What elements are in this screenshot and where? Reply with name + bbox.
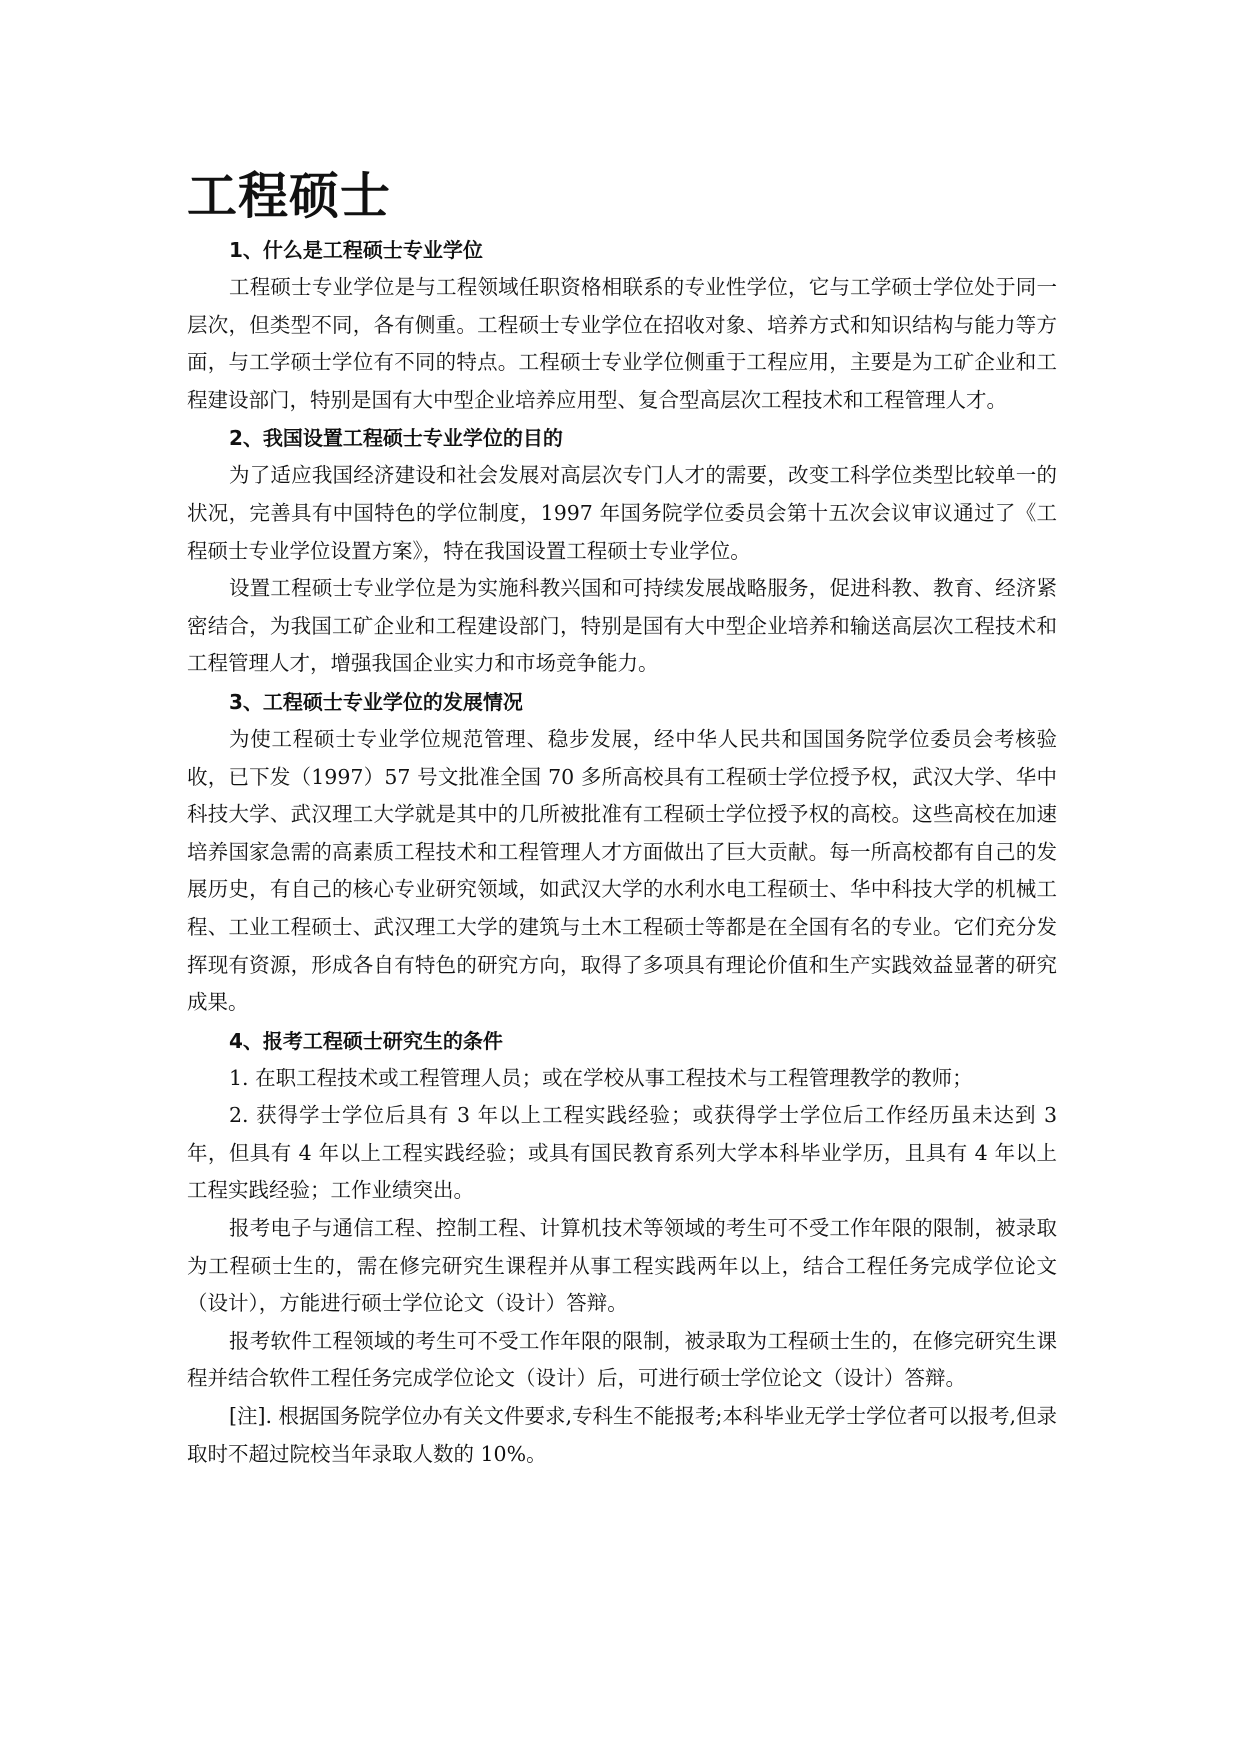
section-3	[187, 683, 1057, 1022]
section-4	[187, 1022, 1057, 1474]
section-1	[187, 231, 1057, 419]
paragraph: 报考软件工程领域的考生可不受工作年限的限制，被录取为工程硕士生的，在修完研究生课程并结合软件工程任务完成学位论文（设计）后，可进行硕士学位论文（设计）答辩。	[187, 1328, 1057, 1391]
section-heading: 3、工程硕士专业学位的发展情况	[229, 689, 523, 714]
section-heading: 4、报考工程硕士研究生的条件	[229, 1028, 503, 1053]
section-heading: 2、我国设置工程硕士专业学位的目的	[229, 426, 563, 451]
paragraph: 为使工程硕士专业学位规范管理、稳步发展，经中华人民共和国国务院学位委员会考核验收，已下发（1997）57 号文批准全国 70 多所高校具有工程硕士学位授予权，武汉大学、华中科技大学、武汉理工大学就是其中的几所被批准有工程硕士学位授予权的高校。这些高校在加速培养国家急需的高素质工程技术和工程管理人才方面做出了巨大贡献。每一所高校都有自己的发展历史，有自己的核心专业研究领域，如武汉大学的水利水电工程硕士、华中科技大学的机械工程、工业工程硕士、武汉理工大学的建筑与土木工程硕士等都是在全国有名的专业。它们充分发挥现有资源，形成各自有特色的研究方向，取得了多项具有理论价值和生产实践效益显著的研究成果。	[187, 726, 1057, 1015]
paragraph: 为了适应我国经济建设和社会发展对高层次专门人才的需要，改变工科学位类型比较单一的状况，完善具有中国特色的学位制度，1997 年国务院学位委员会第十五次会议审议通过了《工程硕士专业学位设置方案》，特在我国设置工程硕士专业学位。	[187, 463, 1057, 563]
note-paragraph: [注]. 根据国务院学位办有关文件要求,专科生不能报考;本科毕业无学士学位者可以报考,但录取时不超过院校当年录取人数的 10%。	[187, 1404, 1057, 1466]
paragraph: 报考电子与通信工程、控制工程、计算机技术等领域的考生可不受工作年限的限制，被录取为工程硕士生的，需在修完研究生课程并从事工程实践两年以上，结合工程任务完成学位论文（设计），方能进行硕士学位论文（设计）答辩。	[187, 1216, 1057, 1316]
requirement-item-1: 1. 在职工程技术或工程管理人员；或在学校从事工程技术与工程管理教学的教师；	[229, 1065, 973, 1090]
paragraph: 工程硕士专业学位是与工程领域任职资格相联系的专业性学位，它与工学硕士学位处于同一层次，但类型不同，各有侧重。工程硕士专业学位在招收对象、培养方式和知识结构与能力等方面，与工学硕士学位有不同的特点。工程硕士专业学位侧重于工程应用，主要是为工矿企业和工程建设部门，特别是国有大中型企业培养应用型、复合型高层次工程技术和工程管理人才。	[187, 275, 1057, 412]
document-page	[187, 165, 1057, 1473]
section-heading: 1、什么是工程硕士专业学位	[229, 238, 483, 262]
requirement-item-2: 2. 获得学士学位后具有 3 年以上工程实践经验；或获得学士学位后工作经历虽未达到 3 年，但具有 4 年以上工程实践经验；或具有国民教育系列大学本科毕业学历，且具有 4 年以上工程实践经验；工作业绩突出。	[187, 1103, 1057, 1203]
section-2	[187, 419, 1057, 683]
paragraph: 设置工程硕士专业学位是为实施科教兴国和可持续发展战略服务，促进科教、教育、经济紧密结合，为我国工矿企业和工程建设部门，特别是国有大中型企业培养和输送高层次工程技术和工程管理人才，增强我国企业实力和市场竞争能力。	[187, 576, 1057, 676]
page-title: 工程硕士	[187, 167, 391, 225]
